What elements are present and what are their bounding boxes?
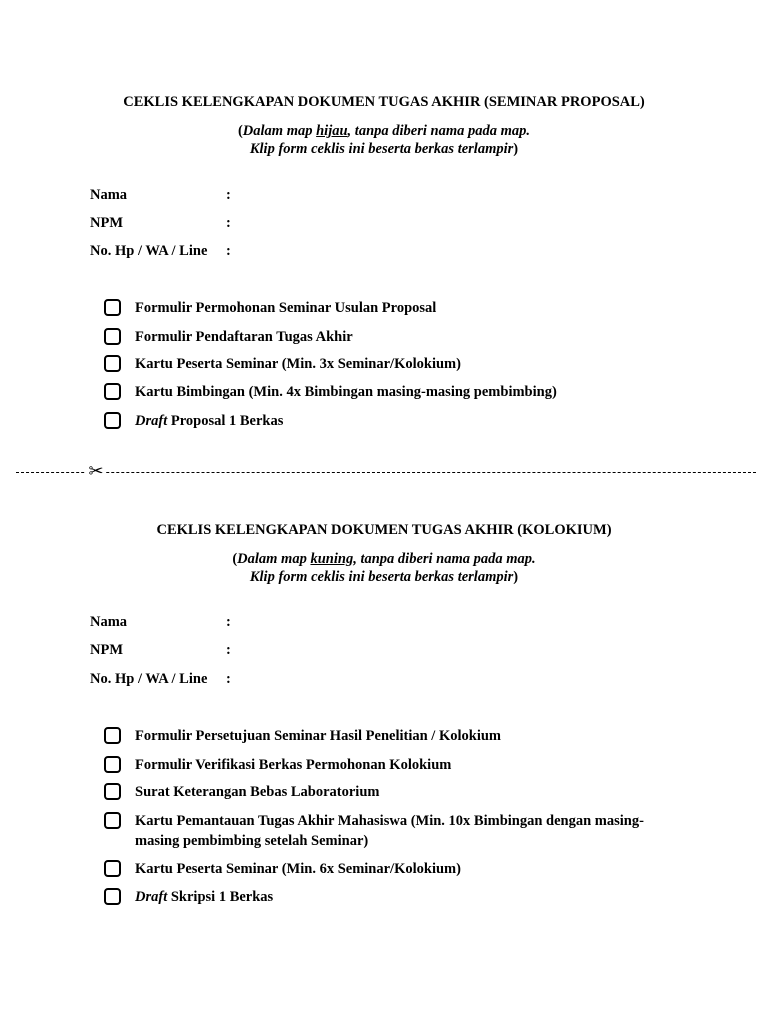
field-npm: NPM : — [90, 642, 231, 658]
checkbox[interactable] — [104, 727, 121, 744]
checkbox[interactable] — [104, 412, 121, 429]
field-phone: No. Hp / WA / Line : — [90, 243, 231, 259]
cut-line — [16, 472, 756, 473]
checkbox[interactable] — [104, 860, 121, 877]
folder-color-word: hijau — [316, 123, 348, 139]
checkbox[interactable] — [104, 783, 121, 800]
checkbox[interactable] — [104, 355, 121, 372]
scissors-icon: ✂ — [86, 461, 106, 483]
section1-instruction: (Dalam map hijau, tanpa diberi nama pada map. Klip form ceklis ini beserta berkas terlampir) — [237, 123, 531, 157]
field-phone: No. Hp / WA / Line : — [90, 671, 231, 687]
checkbox[interactable] — [104, 888, 121, 905]
checkbox[interactable] — [104, 812, 121, 829]
checkbox[interactable] — [104, 383, 121, 400]
checkbox[interactable] — [104, 756, 121, 773]
section2-instruction: (Dalam map kuning, tanpa diberi nama pada map. Klip form ceklis ini beserta berkas terlampir) — [232, 551, 536, 585]
checkbox[interactable] — [104, 299, 121, 316]
section2-title: CEKLIS KELENGKAPAN DOKUMEN TUGAS AKHIR (KOLOKIUM) — [156, 522, 612, 538]
field-nama: Nama : — [90, 187, 231, 203]
checkbox[interactable] — [104, 328, 121, 345]
field-npm: NPM : — [90, 215, 231, 231]
field-nama: Nama : — [90, 614, 231, 630]
folder-color-word: kuning — [310, 551, 354, 567]
section1-title: CEKLIS KELENGKAPAN DOKUMEN TUGAS AKHIR (SEMINAR PROPOSAL) — [123, 94, 645, 110]
